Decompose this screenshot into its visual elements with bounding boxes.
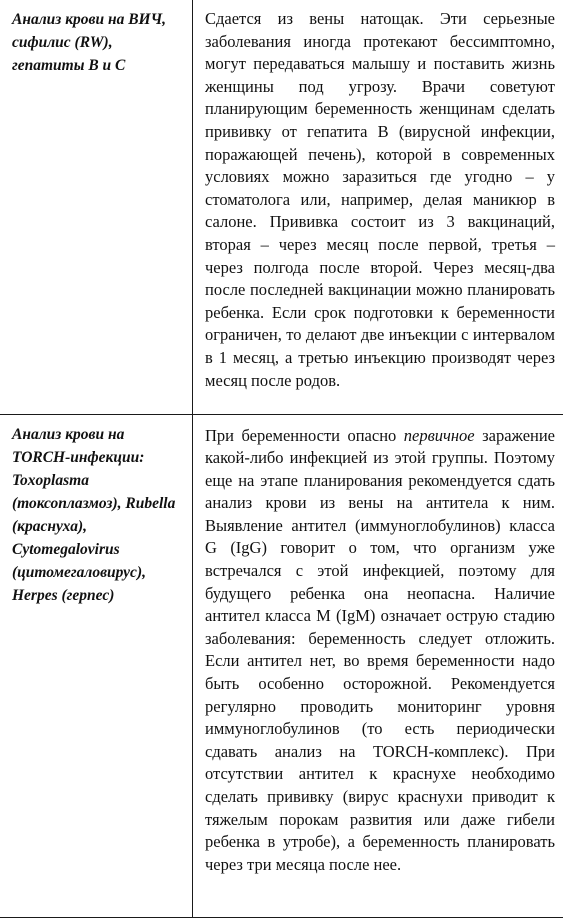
table-row (0, 0, 563, 414)
test-description: Сдается из вены натощак. Эти серьезные заболевания иногда протекают бессимптомно, могут передаваться малышу и поставить жизнь женщины под угрозу. Врачи советуют планирующим беременность женщинам сделать прививку от гепатита B (вирусной инфекции, поражающей печень), которой в современных условиях можно заразиться где угодно – у стоматолога или, например, делая маникюр в салоне. Прививка состоит из 3 вакцинаций, вторая – через месяц после первой, третья – через полгода после второй. Через месяц-два после последней вакцинации можно планировать ребенка. Если срок подготовки к беременности ограничен, то делают две инъекции с интервалом в 1 месяц, а третью инъекцию производят через месяц после родов. (205, 8, 555, 392)
test-name-cell (0, 0, 193, 414)
description-intro: При беременности опасно (205, 426, 404, 445)
test-name: Анализ крови на TORCH-инфекции: Toxoplasma (токсоплазмоз), Rubella (краснуха), Cytomegalovirus (цитомегаловирус), Herpes (герпес) (12, 423, 184, 607)
test-description (205, 425, 555, 877)
test-name-cell (0, 414, 193, 917)
test-description-cell (193, 0, 563, 414)
description-emphasis: первичное (404, 426, 475, 445)
description-rest: заражение какой-либо инфекцией из этой группы. Поэтому еще на этапе планирования рекомендуется сдать анализ крови из вены на антитела к ним. Выявление антител (иммуноглобулинов) класса G (IgG) говорит о том, что организм уже встречался с этой инфекцией, поэтому для будущего ребенка она неопасна. Наличие антител класса M (IgM) означает острую стадию заболевания: беременность следует отложить. Если антител нет, во время беременности надо быть особенно осторожной. Рекомендуется регулярно проводить мониторинг уровня иммуноглобулинов (то есть периодически сдавать анализ на TORCH-комплекс). При отсутствии антител к краснухе необходимо сделать прививку (вирус краснухи приводит к тяжелым порокам развития или даже гибели ребенка в утробе), а беременность планировать через три месяца после нее. (205, 426, 555, 874)
test-name: Анализ крови на ВИЧ, сифилис (RW), гепатиты B и C (12, 8, 184, 77)
test-description-cell (193, 414, 563, 917)
table-row (0, 414, 563, 917)
